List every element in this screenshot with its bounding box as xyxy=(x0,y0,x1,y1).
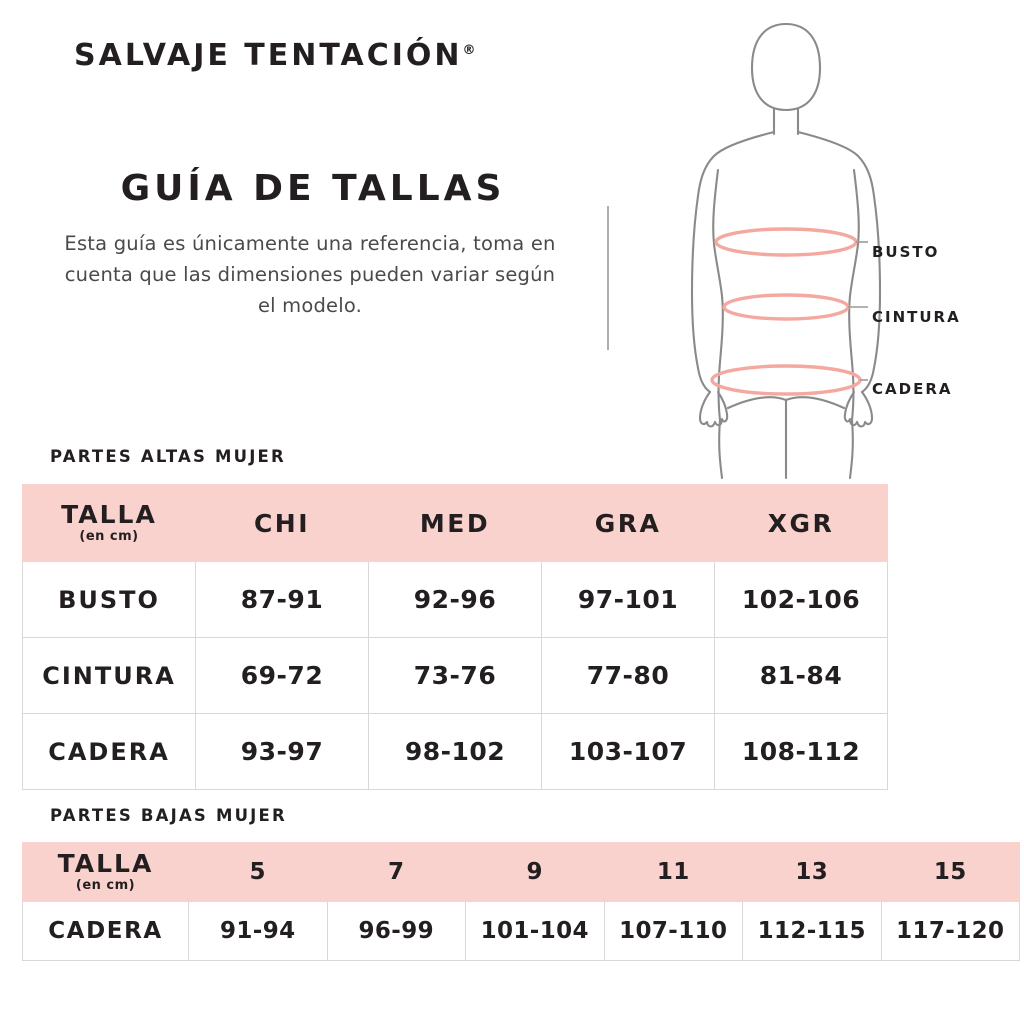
cell-hip-13: 112-115 xyxy=(743,902,882,961)
table-row xyxy=(23,562,888,638)
header-cell-size-0: 5 xyxy=(189,843,328,902)
header-cell-size-1: MED xyxy=(369,485,542,562)
table-row xyxy=(23,714,888,790)
table-header-row xyxy=(23,485,888,562)
table-row xyxy=(23,638,888,714)
cell-waist-gra: 77-80 xyxy=(542,638,715,714)
cell-waist-xgr: 81-84 xyxy=(715,638,888,714)
cell-bust-gra: 97-101 xyxy=(542,562,715,638)
body-measurement-illustration xyxy=(600,10,1000,480)
header-cell-size-label: TALLA (en cm) xyxy=(23,843,189,902)
header-cell-size-3: 11 xyxy=(604,843,743,902)
cell-hip-chi: 93-97 xyxy=(196,714,369,790)
table-header-row xyxy=(23,843,1020,902)
header-cell-size-3: XGR xyxy=(715,485,888,562)
brand-name: SALVAJE TENTACIÓN xyxy=(74,38,463,73)
header-cell-size-4: 13 xyxy=(743,843,882,902)
size-table-lower xyxy=(22,842,1020,961)
header-cell-size-0: CHI xyxy=(196,485,369,562)
row-label-waist: CINTURA xyxy=(23,638,196,714)
figure-label-hip: CADERA xyxy=(872,380,953,398)
section-caption-lower: PARTES BAJAS MUJER xyxy=(50,806,287,825)
header-unit-label: (en cm) xyxy=(79,529,139,545)
header-cell-size-label: TALLA (en cm) xyxy=(23,485,196,562)
table-row xyxy=(23,902,1020,961)
header-cell-size-1: 7 xyxy=(327,843,466,902)
cell-hip-med: 98-102 xyxy=(369,714,542,790)
cell-hip-xgr: 108-112 xyxy=(715,714,888,790)
header-cell-size-2: 9 xyxy=(466,843,605,902)
row-label-hip: CADERA xyxy=(23,902,189,961)
header-cell-size-2: GRA xyxy=(542,485,715,562)
cell-hip-7: 96-99 xyxy=(327,902,466,961)
waist-measure-band xyxy=(724,295,848,319)
cell-bust-chi: 87-91 xyxy=(196,562,369,638)
cell-hip-9: 101-104 xyxy=(466,902,605,961)
cell-waist-chi: 69-72 xyxy=(196,638,369,714)
cell-bust-xgr: 102-106 xyxy=(715,562,888,638)
header-cell-size-5: 15 xyxy=(881,843,1020,902)
female-body-outline-icon xyxy=(600,10,1000,480)
figure-label-bust: BUSTO xyxy=(872,243,940,261)
hip-measure-band xyxy=(712,366,860,394)
page-title: GUÍA DE TALLAS xyxy=(120,168,506,209)
brand-wordmark xyxy=(74,38,476,73)
cell-waist-med: 73-76 xyxy=(369,638,542,714)
cell-hip-gra: 103-107 xyxy=(542,714,715,790)
page-subtitle: Esta guía es únicamente una referencia, toma en cuenta que las dimensiones pueden variar según el modelo. xyxy=(64,232,556,317)
cell-hip-5: 91-94 xyxy=(189,902,328,961)
registered-mark-icon: ® xyxy=(462,43,476,58)
cell-bust-med: 92-96 xyxy=(369,562,542,638)
figure-label-waist: CINTURA xyxy=(872,308,961,326)
size-table-upper xyxy=(22,484,888,790)
row-label-bust: BUSTO xyxy=(23,562,196,638)
cell-hip-11: 107-110 xyxy=(604,902,743,961)
row-label-hip: CADERA xyxy=(23,714,196,790)
bust-measure-band xyxy=(716,229,856,255)
section-caption-upper: PARTES ALTAS MUJER xyxy=(50,447,286,466)
cell-hip-15: 117-120 xyxy=(881,902,1020,961)
header-unit-label: (en cm) xyxy=(75,878,136,894)
